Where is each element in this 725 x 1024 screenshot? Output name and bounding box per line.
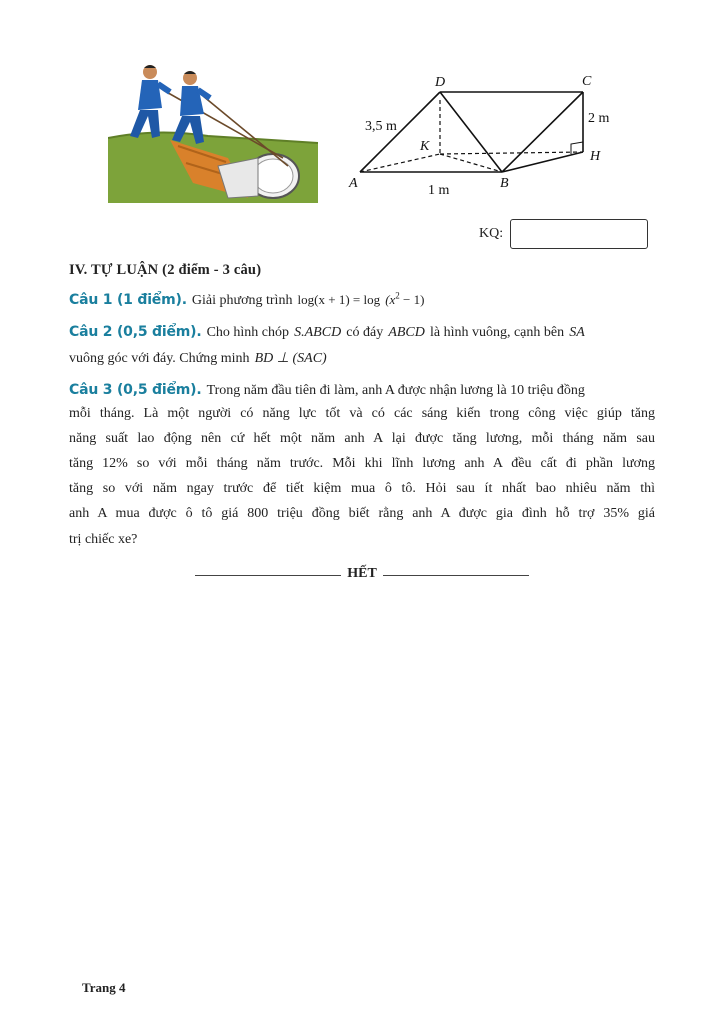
question-2-text-2: có đáy bbox=[346, 325, 384, 340]
page-number: Trang 4 bbox=[82, 980, 126, 995]
end-marker bbox=[195, 566, 529, 582]
question-3-line-5: tăng so với năm ngay trước để tiết kiệm mua ô tô. Hỏi sau ít nhất bao nhiêu năm thì bbox=[69, 481, 655, 496]
question-2-math-3: SA bbox=[569, 325, 585, 340]
geometry-figure bbox=[340, 70, 625, 200]
question-2-line-1 bbox=[69, 321, 585, 341]
length-label-ab: 1 m bbox=[428, 183, 450, 198]
vertex-label-k: K bbox=[420, 139, 430, 154]
question-3-label: Câu 3 (0,5 điểm). bbox=[69, 382, 202, 398]
question-2-line-2-text: vuông góc với đáy. Chứng minh bbox=[69, 351, 250, 366]
question-1-label: Câu 1 (1 điểm). bbox=[69, 292, 187, 308]
question-2-text-3: là hình vuông, cạnh bên bbox=[429, 325, 565, 340]
length-label-ad: 3,5 m bbox=[365, 119, 397, 134]
vertex-label-h: H bbox=[590, 149, 601, 164]
vertex-label-b: B bbox=[500, 176, 509, 191]
question-3-line-6: anh A mua được ô tô giá 800 triệu đồng biết rằng anh A được gia đình hỗ trợ 35% giá bbox=[69, 506, 655, 521]
answer-label: KQ: bbox=[479, 226, 504, 241]
question-3-text-line-1: Trong năm đầu tiên đi làm, anh A được nhận lương là 10 triệu đồng bbox=[206, 383, 585, 398]
question-3-line-2: mỗi tháng. Là một người có năng lực tốt và có các sáng kiến trong công việc giúp tăng bbox=[69, 406, 655, 421]
question-1-math-rhs-pre: (x bbox=[385, 292, 396, 307]
question-3-line-1 bbox=[69, 379, 585, 399]
question-1 bbox=[69, 289, 424, 309]
question-3-line-3: năng suất lao động nên cứ hết một năm anh A lại được tăng lương, mỗi tháng năm sau bbox=[69, 431, 655, 446]
end-rule-right bbox=[383, 575, 529, 576]
vertex-label-c: C bbox=[582, 74, 592, 89]
section-heading: IV. TỰ LUẬN (2 điểm - 3 câu) bbox=[69, 262, 262, 278]
question-2-math-2: ABCD bbox=[388, 325, 425, 340]
question-3-line-4: tăng 12% so với mỗi tháng năm trước. Mỗi khi lĩnh lương anh A đều cất đi phần lương bbox=[69, 456, 655, 471]
question-1-math-lhs: log(x + 1) = log bbox=[297, 292, 381, 307]
question-2-line-2-math: BD ⊥ (SAC) bbox=[254, 351, 327, 366]
question-1-math-rhs-post: − 1) bbox=[399, 292, 425, 307]
answer-box[interactable] bbox=[510, 219, 648, 249]
length-label-ch: 2 m bbox=[588, 111, 610, 126]
question-1-text: Giải phương trình bbox=[191, 293, 293, 308]
end-rule-left bbox=[195, 575, 341, 576]
question-2-math-1: S.ABCD bbox=[294, 325, 342, 340]
vertex-label-d: D bbox=[435, 75, 446, 90]
question-2-label: Câu 2 (0,5 điểm). bbox=[69, 324, 202, 340]
end-text: HẾT bbox=[347, 566, 377, 581]
question-3-line-7: trị chiếc xe? bbox=[69, 532, 138, 547]
workers-pulling-pipe-illustration bbox=[108, 58, 318, 203]
question-2-line-2 bbox=[69, 347, 327, 367]
question-1-math-sup: 2 bbox=[395, 290, 400, 301]
question-2-text-1: Cho hình chóp bbox=[206, 325, 290, 340]
vertex-label-a: A bbox=[349, 176, 358, 191]
